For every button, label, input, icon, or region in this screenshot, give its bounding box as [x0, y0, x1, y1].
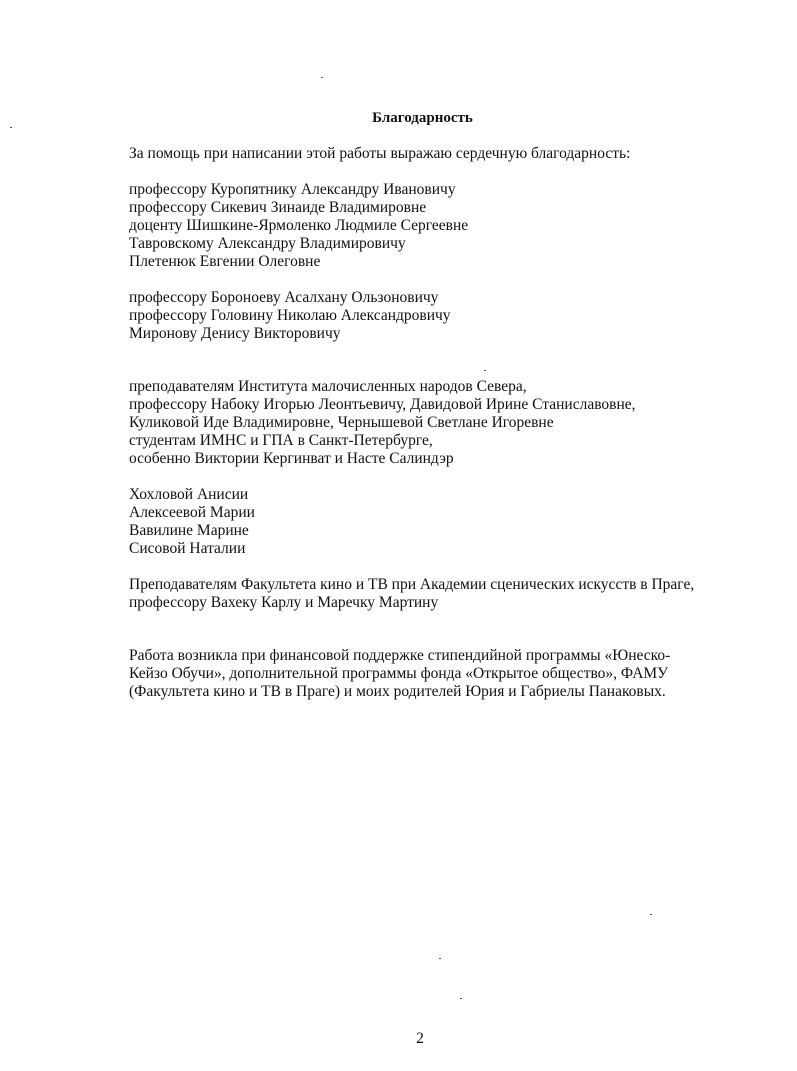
acknowledgement-line: профессору Вахеку Карлу и Маречку Мартину [129, 594, 439, 611]
acknowledgement-line: профессору Сикевич Зинаиде Владимировне [129, 199, 427, 216]
acknowledgement-line: особенно Виктории Кергинват и Насте Салиндэр [129, 450, 454, 467]
acknowledgement-line: студентам ИМНС и ГПА в Санкт-Петербурге, [129, 432, 433, 449]
scan-speck [439, 958, 441, 959]
scan-speck [460, 998, 462, 999]
acknowledgement-line: Куликовой Иде Владимировне, Чернышевой Светлане Игоревне [129, 414, 554, 431]
acknowledgement-line: Вавилине Марине [129, 522, 249, 539]
funding-text-line: (Факультета кино и ТВ в Праге) и моих родителей Юрия и Габриелы Панаковых. [129, 683, 666, 700]
scan-speck [10, 127, 12, 128]
acknowledgement-line: Хохловой Анисии [129, 486, 249, 503]
acknowledgement-line: профессору Головину Николаю Александровичу [129, 307, 451, 324]
acknowledgement-line: Сисовой Наталии [129, 540, 246, 557]
acknowledgement-line: Преподавателям Факультета кино и ТВ при Академии сценических искусств в Праге, [129, 576, 695, 593]
acknowledgement-line: профессору Набоку Игорью Леонтьевичу, Давидовой Ирине Станиславовне, [129, 396, 636, 413]
acknowledgement-line: преподавателям Института малочисленных народов Севера, [129, 378, 527, 395]
acknowledgement-line: Миронову Денису Викторовичу [129, 325, 341, 342]
scan-speck [650, 914, 652, 915]
scan-speck [321, 77, 323, 78]
page-title: Благодарность [372, 110, 473, 126]
acknowledgement-line: доценту Шишкине-Ярмоленко Людмиле Сергеевне [129, 217, 469, 234]
intro-text: За помощь при написании этой работы выражаю сердечную благодарность: [129, 145, 631, 162]
acknowledgement-line: профессору Бороноеву Асалхану Ользоновичу [129, 289, 439, 306]
acknowledgement-line: Алексеевой Марии [129, 504, 255, 521]
acknowledgement-line: профессору Куропятнику Александру Ивановичу [129, 181, 456, 198]
funding-text-line: Кейзо Обучи», дополнительной программы фонда «Открытое общество», ФАМУ [129, 665, 669, 682]
acknowledgement-line: Плетенюк Евгении Олеговне [129, 253, 321, 270]
acknowledgement-line: Тавровскому Александру Владимировичу [129, 235, 406, 252]
scan-speck [484, 370, 486, 371]
page-number: 2 [416, 1030, 424, 1047]
funding-text-line: Работа возникла при финансовой поддержке стипендийной программы «Юнеско- [129, 647, 671, 664]
